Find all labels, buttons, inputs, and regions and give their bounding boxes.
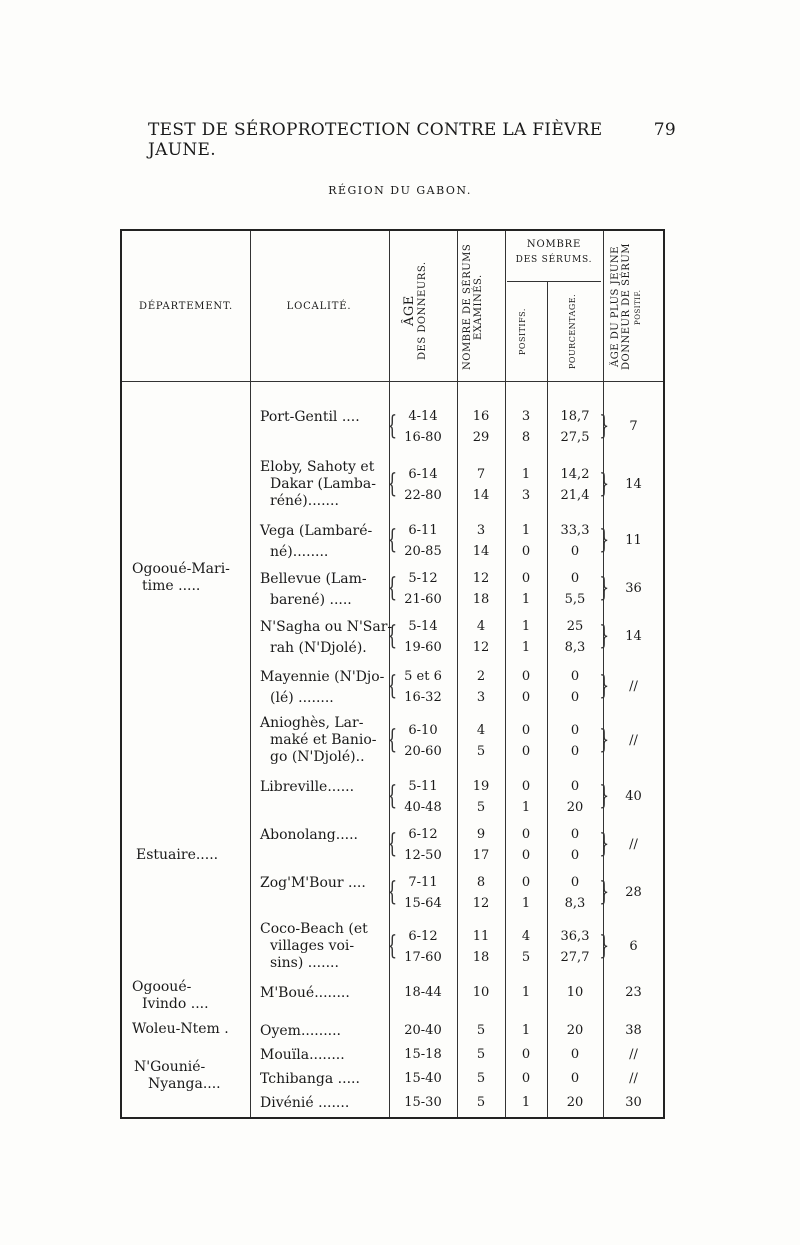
header-localite: LOCALITÉ. <box>286 301 352 312</box>
positive-value: 1 <box>521 985 531 1000</box>
col-rule <box>250 231 251 1117</box>
percent-value: 8,3 <box>564 640 586 655</box>
header-departement: DÉPARTEMENT. <box>139 301 233 312</box>
examined-value: 5 <box>476 800 486 815</box>
percent-value: 0 <box>570 875 580 890</box>
examined-value: 8 <box>476 875 486 890</box>
locality-line: Abonolang..... <box>260 827 358 843</box>
youngest-age-value: // <box>629 1047 638 1062</box>
brace: } <box>599 877 610 907</box>
locality-line: Zog'M'Bour .... <box>260 875 366 891</box>
locality-line: N'Sagha ou N'Sar- <box>260 619 393 635</box>
header-nombre-group-sub: DES SÉRUMS. <box>515 255 593 265</box>
positive-value: 0 <box>521 1071 531 1086</box>
locality-line: Anioghès, Lar- <box>260 715 364 731</box>
examined-value: 5 <box>476 1023 486 1038</box>
youngest-age-value: 36 <box>625 581 642 596</box>
percent-value: 0 <box>570 1047 580 1062</box>
positive-value: 3 <box>521 488 531 503</box>
positive-value: 0 <box>521 848 531 863</box>
percent-value: 8,3 <box>564 896 586 911</box>
youngest-age-value: 30 <box>625 1095 642 1110</box>
brace: { <box>387 621 398 651</box>
brace: } <box>599 671 610 701</box>
header-age-jeune-sub: DONNEUR DE SÉRUM <box>621 243 632 371</box>
header-nombre-group: NOMBRE <box>526 239 582 250</box>
youngest-age-value: // <box>629 1071 638 1086</box>
header-age-main: ÂGE <box>402 295 417 327</box>
locality-line: villages voi- <box>270 938 355 954</box>
percent-value: 25 <box>566 619 584 634</box>
examined-value: 11 <box>472 929 490 944</box>
examined-value: 5 <box>476 744 486 759</box>
examined-value: 14 <box>472 488 490 503</box>
locality-line: go (N'Djolé).. <box>270 749 365 765</box>
locality-line: sins) ....... <box>270 955 339 971</box>
youngest-age-value: // <box>629 679 638 694</box>
header-examines-sub: EXAMINÉS. <box>473 274 484 340</box>
age-value: 5 et 6 <box>404 669 442 684</box>
brace: { <box>387 877 398 907</box>
brace: } <box>599 781 610 811</box>
examined-value: 4 <box>476 619 486 634</box>
locality-line: Dakar (Lamba- <box>270 476 376 492</box>
age-value: 6-10 <box>408 723 438 738</box>
positive-value: 0 <box>521 690 531 705</box>
youngest-age-value: 7 <box>629 419 638 434</box>
age-value: 15-40 <box>404 1071 442 1086</box>
examined-value: 5 <box>476 1071 486 1086</box>
percent-value: 0 <box>570 744 580 759</box>
positive-value: 5 <box>521 950 531 965</box>
positive-value: 1 <box>521 1095 531 1110</box>
examined-value: 29 <box>472 430 490 445</box>
examined-value: 4 <box>476 723 486 738</box>
examined-value: 12 <box>472 640 490 655</box>
header-examines <box>462 237 484 377</box>
brace: } <box>599 411 610 441</box>
brace: { <box>387 781 398 811</box>
brace: { <box>387 469 398 499</box>
youngest-age-value: 40 <box>625 789 642 804</box>
positive-value: 1 <box>521 523 531 538</box>
age-value: 15-30 <box>404 1095 442 1110</box>
examined-value: 12 <box>472 896 490 911</box>
locality-line: Vega (Lambaré- <box>260 523 373 539</box>
positive-value: 4 <box>521 929 531 944</box>
brace: { <box>387 725 398 755</box>
youngest-age-value: 14 <box>625 477 642 492</box>
percent-value: 18,7 <box>560 409 590 424</box>
percent-value: 14,2 <box>560 467 590 482</box>
age-value: 18-44 <box>404 985 442 1000</box>
percent-value: 20 <box>566 1023 584 1038</box>
running-title: TEST DE SÉROPROTECTION CONTRE LA FIÈVRE JAUNE. <box>148 120 603 160</box>
examined-value: 17 <box>472 848 490 863</box>
examined-value: 5 <box>476 1095 486 1110</box>
age-value: 40-48 <box>404 800 442 815</box>
locality-line: Tchibanga ..... <box>260 1071 360 1087</box>
positive-value: 3 <box>521 409 531 424</box>
running-head <box>148 120 676 160</box>
locality-line: maké et Banio- <box>270 732 377 748</box>
locality-line: Port-Gentil .... <box>260 409 360 425</box>
percent-value: 5,5 <box>564 592 586 607</box>
youngest-age-value: 14 <box>625 629 642 644</box>
examined-value: 7 <box>476 467 486 482</box>
age-value: 16-32 <box>404 690 442 705</box>
age-value: 6-12 <box>408 827 438 842</box>
brace: } <box>599 573 610 603</box>
age-value: 20-85 <box>404 544 442 559</box>
positive-value: 0 <box>521 571 531 586</box>
percent-value: 0 <box>570 779 580 794</box>
age-value: 6-14 <box>408 467 438 482</box>
percent-value: 27,7 <box>560 950 590 965</box>
percent-value: 0 <box>570 669 580 684</box>
locality-line: réné)....... <box>270 493 339 509</box>
examined-value: 3 <box>476 690 486 705</box>
locality-line: Bellevue (Lam- <box>260 571 367 587</box>
positive-value: 1 <box>521 1023 531 1038</box>
positive-value: 1 <box>521 467 531 482</box>
positive-value: 1 <box>521 800 531 815</box>
dept-line: Ivindo .... <box>142 996 209 1012</box>
dept-estuaire: Estuaire..... <box>136 847 219 863</box>
dept-ogooue-maritime <box>132 561 230 595</box>
positive-value: 1 <box>521 896 531 911</box>
section-title: RÉGION DU GABON. <box>328 184 472 197</box>
brace: { <box>387 931 398 961</box>
age-value: 20-40 <box>404 1023 442 1038</box>
percent-value: 0 <box>570 571 580 586</box>
brace: } <box>599 931 610 961</box>
dept-line: Ogooué- <box>132 979 192 995</box>
dept-ogooue-ivindo <box>132 979 209 1013</box>
age-value: 22-80 <box>404 488 442 503</box>
brace: { <box>387 829 398 859</box>
locality-line: barené) ..... <box>270 592 352 608</box>
dept-line: N'Gounié- <box>134 1059 206 1075</box>
brace: } <box>599 469 610 499</box>
youngest-age-value: 11 <box>625 533 642 548</box>
dept-line: time ..... <box>142 578 201 594</box>
positive-value: 0 <box>521 669 531 684</box>
positive-value: 0 <box>521 875 531 890</box>
header-pourcentage: POURCENTAGE. <box>568 293 577 370</box>
examined-value: 12 <box>472 571 490 586</box>
percent-value: 10 <box>566 985 584 1000</box>
positive-value: 0 <box>521 544 531 559</box>
locality-line: Mouïla........ <box>260 1047 345 1063</box>
brace: { <box>387 525 398 555</box>
locality-line: M'Boué........ <box>260 985 350 1001</box>
percent-value: 0 <box>570 723 580 738</box>
brace: } <box>599 829 610 859</box>
youngest-age-value: // <box>629 733 638 748</box>
percent-value: 20 <box>566 1095 584 1110</box>
locality-line: rah (N'Djolé). <box>270 640 367 656</box>
brace: } <box>599 725 610 755</box>
positive-value: 1 <box>521 619 531 634</box>
dept-line: Nyanga.... <box>148 1076 221 1092</box>
header-age-jeune-main: ÂGE DU PLUS JEUNE <box>610 246 621 368</box>
age-value: 6-12 <box>408 929 438 944</box>
locality-line: Coco-Beach (et <box>260 921 368 937</box>
locality-line: (lé) ........ <box>270 690 334 706</box>
percent-value: 27,5 <box>560 430 590 445</box>
header-age-jeune <box>610 237 643 377</box>
locality-line: Libreville...... <box>260 779 355 795</box>
data-table <box>120 229 665 1119</box>
group-rule <box>507 281 601 282</box>
header-age-sub: DES DONNEURS. <box>417 261 428 361</box>
youngest-age-value: 28 <box>625 885 642 900</box>
percent-value: 0 <box>570 848 580 863</box>
examined-value: 5 <box>476 1047 486 1062</box>
positive-value: 0 <box>521 779 531 794</box>
age-value: 5-12 <box>408 571 438 586</box>
brace: } <box>599 525 610 555</box>
percent-value: 21,4 <box>560 488 590 503</box>
brace: { <box>387 573 398 603</box>
youngest-age-value: // <box>629 837 638 852</box>
age-value: 20-60 <box>404 744 442 759</box>
percent-value: 0 <box>570 1071 580 1086</box>
brace: } <box>599 621 610 651</box>
dept-ngounie-nyanga <box>134 1059 221 1093</box>
header-rule <box>122 381 663 382</box>
age-value: 16-80 <box>404 430 442 445</box>
locality-line: Mayennie (N'Djo- <box>260 669 385 685</box>
examined-value: 16 <box>472 409 490 424</box>
age-value: 19-60 <box>404 640 442 655</box>
age-value: 5-14 <box>408 619 438 634</box>
examined-value: 2 <box>476 669 486 684</box>
age-value: 17-60 <box>404 950 442 965</box>
examined-value: 9 <box>476 827 486 842</box>
age-value: 21-60 <box>404 592 442 607</box>
positive-value: 0 <box>521 723 531 738</box>
examined-value: 14 <box>472 544 490 559</box>
header-age-jeune-sub2: POSITIF. <box>634 289 642 325</box>
locality-line: Divénié ....... <box>260 1095 350 1111</box>
examined-value: 19 <box>472 779 490 794</box>
header-positifs: POSITIFS. <box>518 308 527 355</box>
examined-value: 18 <box>472 950 490 965</box>
positive-value: 1 <box>521 592 531 607</box>
page-number: 79 <box>653 120 676 140</box>
percent-value: 33,3 <box>560 523 590 538</box>
age-value: 4-14 <box>408 409 438 424</box>
age-value: 7-11 <box>408 875 438 890</box>
positive-value: 0 <box>521 827 531 842</box>
percent-value: 0 <box>570 544 580 559</box>
locality-line: né)........ <box>270 544 329 560</box>
positive-value: 0 <box>521 1047 531 1062</box>
percent-value: 0 <box>570 827 580 842</box>
positive-value: 1 <box>521 640 531 655</box>
age-value: 15-18 <box>404 1047 442 1062</box>
locality-line: Eloby, Sahoty et <box>260 459 375 475</box>
brace: { <box>387 411 398 441</box>
header-examines-main: NOMBRE DE SÉRUMS <box>462 243 473 371</box>
brace: { <box>387 671 398 701</box>
age-value: 15-64 <box>404 896 442 911</box>
youngest-age-value: 6 <box>629 939 638 954</box>
percent-value: 20 <box>566 800 584 815</box>
age-value: 6-11 <box>408 523 438 538</box>
youngest-age-value: 38 <box>625 1023 642 1038</box>
age-value: 5-11 <box>408 779 438 794</box>
positive-value: 8 <box>521 430 531 445</box>
header-age <box>402 251 428 371</box>
locality-line: Oyem......... <box>260 1023 341 1039</box>
dept-woleu-ntem: Woleu-Ntem . <box>132 1021 229 1037</box>
age-value: 12-50 <box>404 848 442 863</box>
percent-value: 36,3 <box>560 929 590 944</box>
dept-line: Ogooué-Mari- <box>132 561 230 577</box>
examined-value: 10 <box>472 985 490 1000</box>
percent-value: 0 <box>570 690 580 705</box>
examined-value: 18 <box>472 592 490 607</box>
youngest-age-value: 23 <box>625 985 642 1000</box>
positive-value: 0 <box>521 744 531 759</box>
examined-value: 3 <box>476 523 486 538</box>
